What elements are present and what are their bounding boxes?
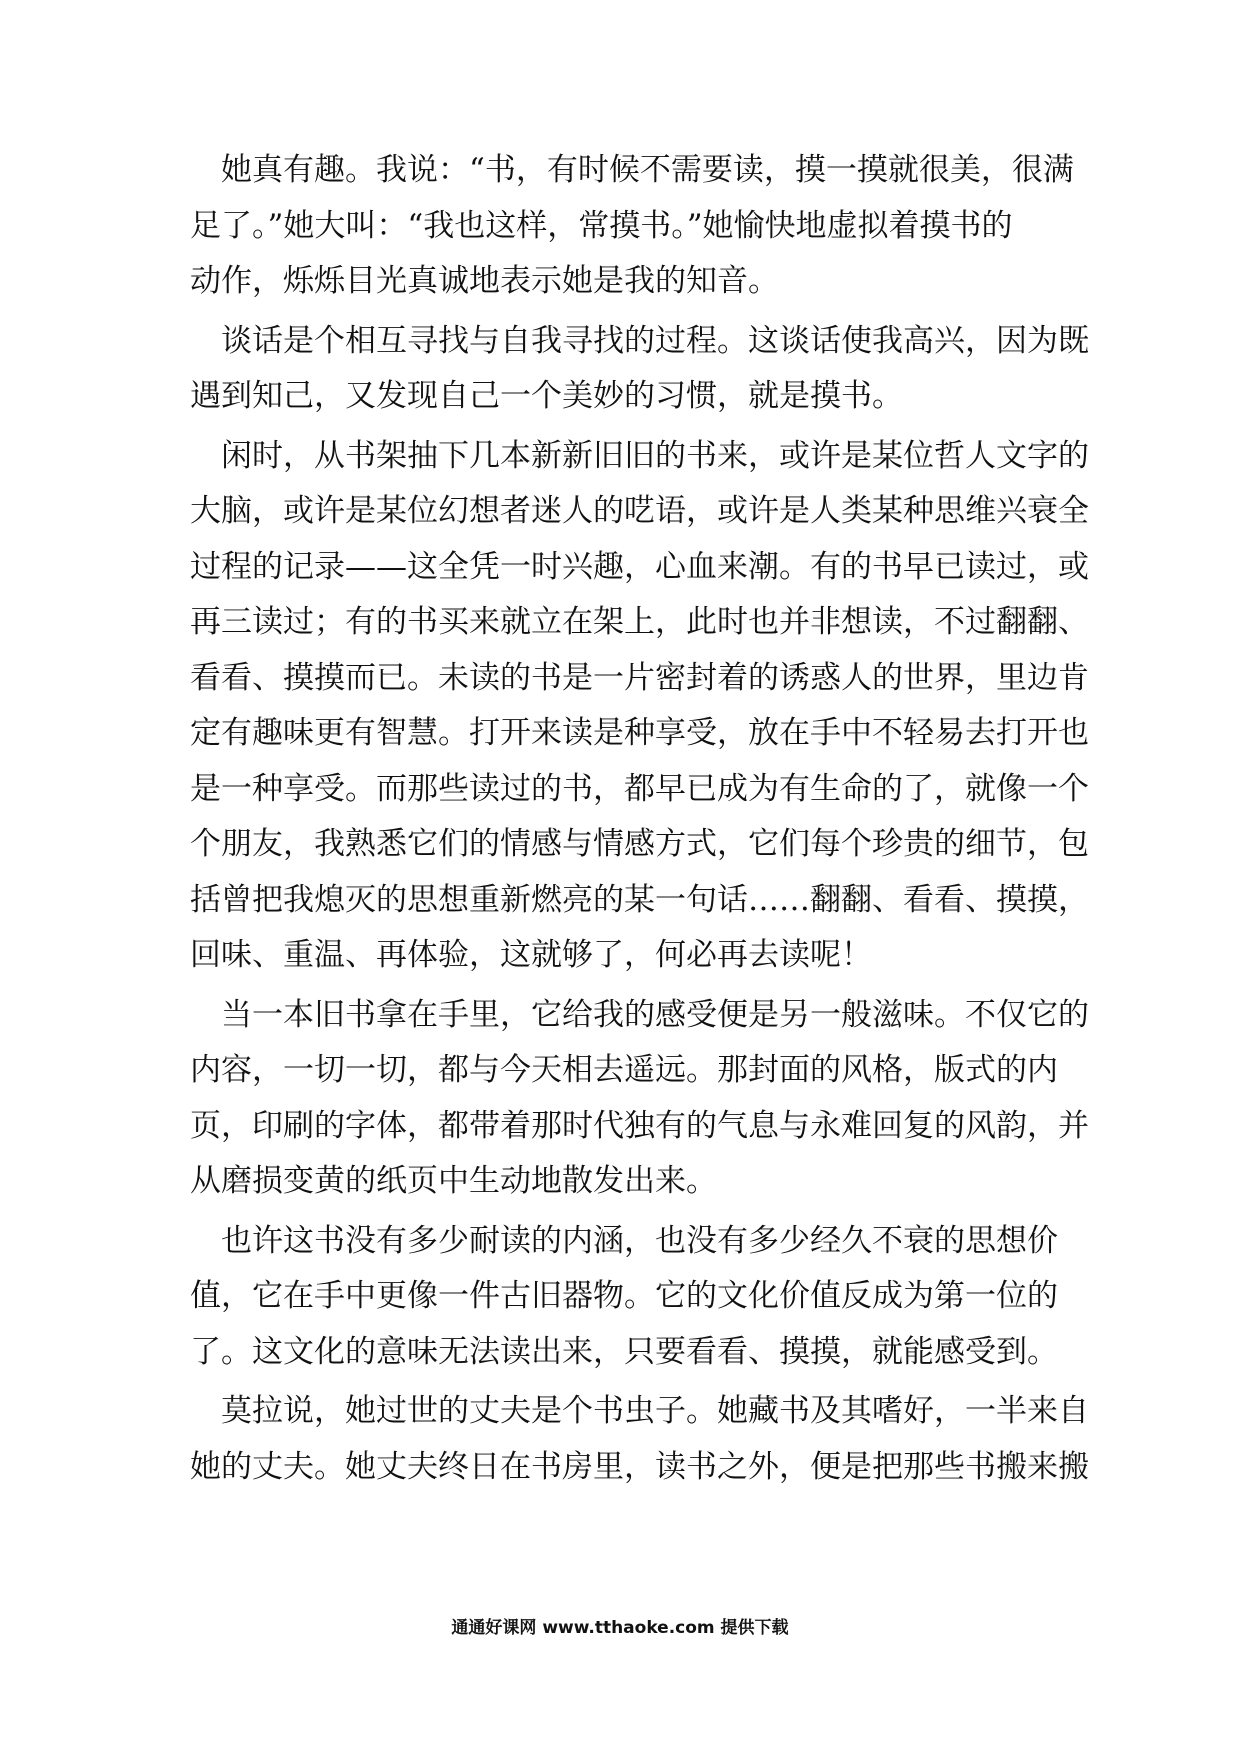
text-line: 值，它在手中更像一件古旧器物。它的文化价值反成为第一位的 xyxy=(190,1278,1058,1314)
paragraph-5 xyxy=(190,1214,1058,1381)
footer-download-notice: 通通好课网 www.tthaoke.com 提供下载 xyxy=(451,1618,789,1638)
text-line: 括曾把我熄灭的思想重新燃亮的某一句话……翻翻、看看、摸摸， xyxy=(190,881,1089,918)
text-line: 内容，一切一切，都与今天相去遥远。那封面的风格，版式的内 xyxy=(190,1052,1058,1088)
text-line: 莫拉说，她过世的丈夫是个书虫子。她藏书及其嗜好，一半来自 xyxy=(190,1393,1089,1429)
text-line: 遇到知己，又发现自己一个美妙的习惯，就是摸书。 xyxy=(190,378,903,414)
paragraph-1 xyxy=(190,143,1074,310)
text-line: 动作，烁烁目光真诚地表示她是我的知音。 xyxy=(190,263,779,299)
text-line: 她的丈夫。她丈夫终日在书房里，读书之外，便是把那些书搬来搬 xyxy=(190,1448,1089,1485)
text-line: 了。这文化的意味无法读出来，只要看看、摸摸，就能感受到。 xyxy=(190,1333,1058,1370)
text-line: 闲时，从书架抽下几本新新旧旧的书来，或许是某位哲人文字的 xyxy=(190,437,1089,474)
paragraph-3 xyxy=(190,429,1089,984)
text-line: 足了。”她大叫：“我也这样，常摸书。”她愉快地虚拟着摸书的 xyxy=(190,207,1013,244)
text-line: 她真有趣。我说：“书，有时候不需要读，摸一摸就很美，很满 xyxy=(190,152,1074,188)
text-line: 过程的记录——这全凭一时兴趣，心血来潮。有的书早已读过，或 xyxy=(190,548,1089,585)
text-line: 大脑，或许是某位幻想者迷人的呓语，或许是人类某种思维兴衰全 xyxy=(190,493,1089,529)
text-line: 从磨损变黄的纸页中生动地散发出来。 xyxy=(190,1163,717,1199)
text-line: 回味、重温、再体验，这就够了，何必再去读呢！ xyxy=(190,937,872,973)
text-line: 谈话是个相互寻找与自我寻找的过程。这谈话使我高兴，因为既 xyxy=(190,322,1089,359)
text-line: 是一种享受。而那些读过的书，都早已成为有生命的了，就像一个 xyxy=(190,770,1089,807)
paragraph-6 xyxy=(190,1384,1089,1495)
text-line: 当一本旧书拿在手里，它给我的感受便是另一般滋味。不仅它的 xyxy=(190,996,1089,1033)
article-body xyxy=(190,143,1089,1499)
text-line: 个朋友，我熟悉它们的情感与情感方式，它们每个珍贵的细节，包 xyxy=(190,826,1089,862)
text-line: 也许这书没有多少耐读的内涵，也没有多少经久不衰的思想价 xyxy=(190,1222,1058,1259)
text-line: 再三读过；有的书买来就立在架上，此时也并非想读，不过翻翻、 xyxy=(190,604,1089,640)
paragraph-4 xyxy=(190,988,1089,1210)
text-line: 看看、摸摸而已。未读的书是一片密封着的诱惑人的世界，里边肯 xyxy=(190,659,1089,696)
paragraph-2 xyxy=(190,314,1089,425)
text-line: 定有趣味更有智慧。打开来读是种享受，放在手中不轻易去打开也 xyxy=(190,715,1089,751)
text-line: 页，印刷的字体，都带着那时代独有的气息与永难回复的风韵，并 xyxy=(190,1107,1089,1144)
